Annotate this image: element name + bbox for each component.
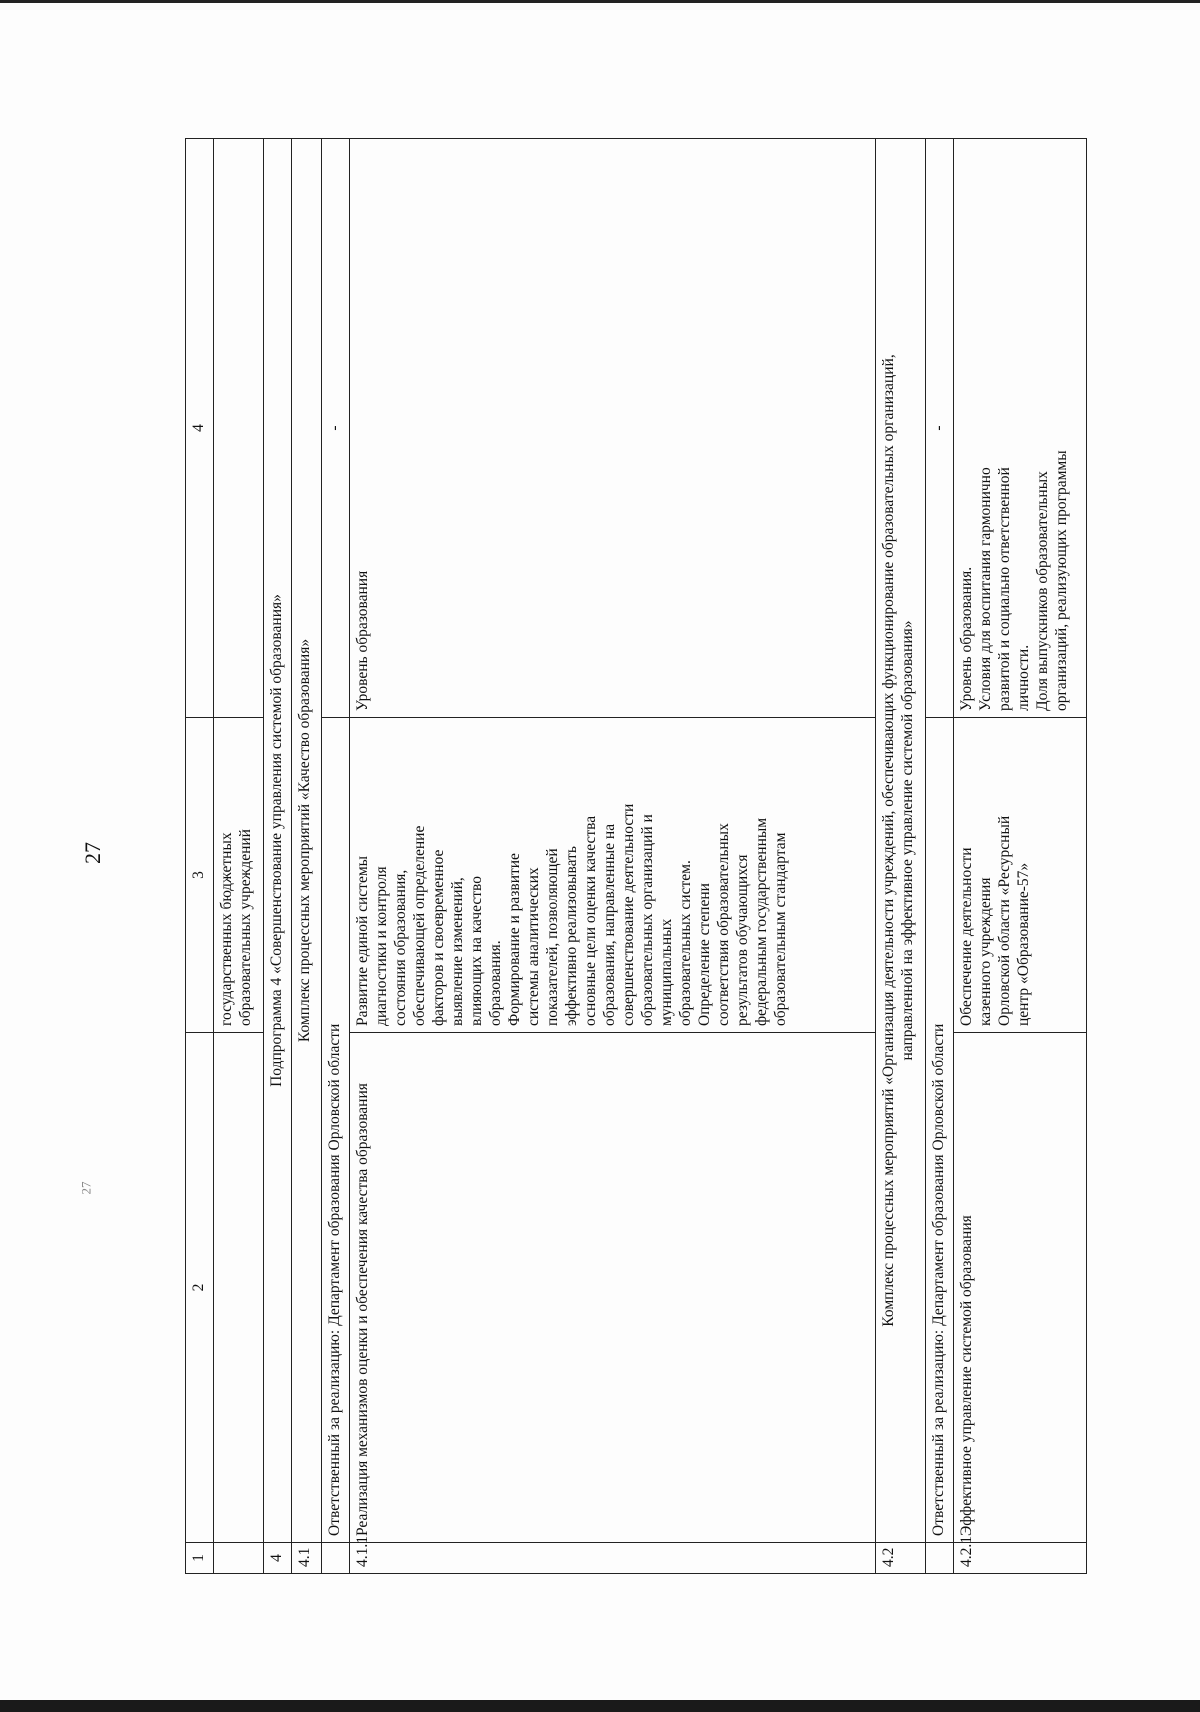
task-4-1-1-description: Развитие единой системы диагностики и контроля состояния образования, обеспечивающей определение факторов и своевременное выявление изменений, влияющих на качество образования. Формирование и развитие системы аналитических показателей, позволяющей эффективно реализовывать основные цели оценки качества образования, направленные на совершенствование деятельности образовательных организаций и муниципальных образовательных систем. Определение степени соответствия образовательных результатов обучающихся федеральным государственным образовательным стандартам xyxy=(350,718,876,1033)
responsible-2-empty xyxy=(925,1543,953,1574)
continuation-name xyxy=(214,1033,263,1543)
page-number: 27 xyxy=(80,842,105,864)
complex-1-title: Комплекс процессных мероприятий «Качество образования» xyxy=(292,139,322,1543)
complex-2-title: Комплекс процессных мероприятий «Организация деятельности учреждений, обеспечивающих функционирование образовательных организаций, направленной на эффективное управление системой образования» xyxy=(876,139,925,1543)
subprogram-title: Подпрограмма 4 «Совершенствование управления системой образования» xyxy=(263,139,291,1543)
complex-1-row xyxy=(292,139,322,1574)
responsible-2-dash: - xyxy=(925,139,953,718)
program-table xyxy=(185,138,1087,1574)
subprogram-num: 4 xyxy=(263,1543,291,1574)
subprogram-row xyxy=(263,139,291,1574)
header-row xyxy=(186,139,214,1574)
complex-2-row xyxy=(876,139,925,1574)
rotated-table-container xyxy=(185,139,1087,1574)
task-4-2-1-description: Обеспечение деятельности казенного учреждения Орловской области «Ресурсный центр «Образование-57» xyxy=(954,718,1087,1033)
task-4-1-1-indicators: Уровень образования xyxy=(350,139,876,718)
scan-bottom-edge xyxy=(0,1700,1200,1712)
header-cell-4: 4 xyxy=(186,139,214,718)
complex-2-num: 4.2 xyxy=(876,1543,925,1574)
header-cell-2: 2 xyxy=(186,1033,214,1543)
task-4-1-1-row xyxy=(350,139,876,1574)
margin-page-mark: 27 xyxy=(78,1181,94,1195)
scan-top-edge xyxy=(0,0,1200,3)
continuation-description: государственных бюджетных образовательных учреждений xyxy=(214,718,263,1033)
responsible-2-text: Ответственный за реализацию: Департамент образования Орловской области xyxy=(925,718,953,1543)
task-4-1-1-num: 4.1.1 xyxy=(350,1543,876,1574)
responsible-1-empty xyxy=(321,1543,349,1574)
responsible-1-row xyxy=(321,139,349,1574)
task-4-2-1-num: 4.2.1 xyxy=(954,1543,1087,1574)
complex-1-num: 4.1 xyxy=(292,1543,322,1574)
task-4-2-1-indicators: Уровень образования. Условия для воспитания гармонично развитой и социально ответственной личности. Доля выпускников образовательных организаций, реализующих программы xyxy=(954,139,1087,718)
responsible-1-dash: - xyxy=(321,139,349,718)
task-4-1-1-name: Реализация механизмов оценки и обеспечения качества образования xyxy=(350,1033,876,1543)
responsible-2-row xyxy=(925,139,953,1574)
task-4-2-1-row xyxy=(954,139,1087,1574)
continuation-num xyxy=(214,1543,263,1574)
continuation-row xyxy=(214,139,263,1574)
continuation-indicators xyxy=(214,139,263,718)
header-cell-1: 1 xyxy=(186,1543,214,1574)
header-cell-3: 3 xyxy=(186,718,214,1033)
task-4-2-1-name: Эффективное управление системой образования xyxy=(954,1033,1087,1543)
responsible-1-text: Ответственный за реализацию: Департамент образования Орловской области xyxy=(321,718,349,1543)
